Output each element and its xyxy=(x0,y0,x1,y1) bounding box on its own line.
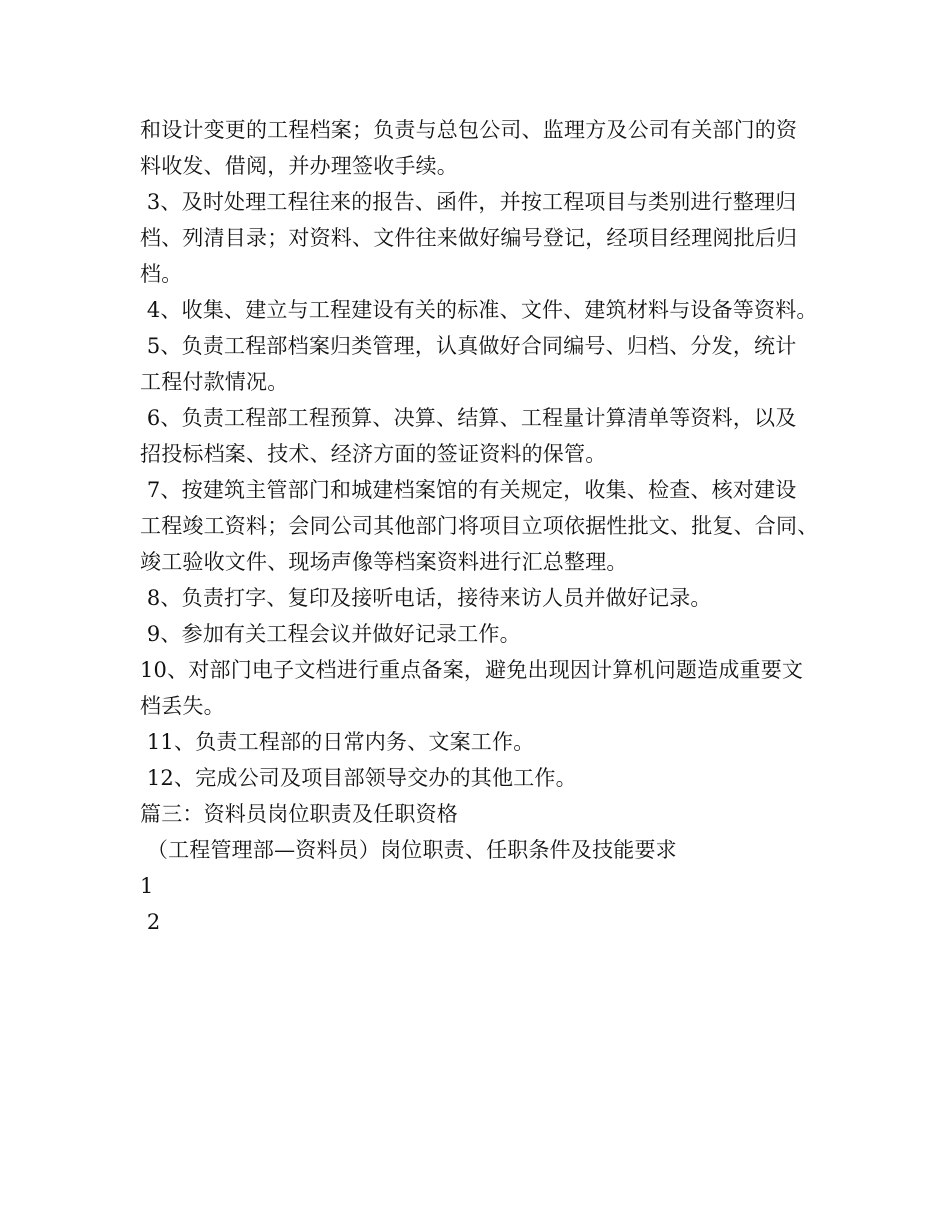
text-line: 1 xyxy=(140,874,154,898)
text-line: 档丢失。 xyxy=(140,694,225,718)
text-line: 档。 xyxy=(140,262,183,286)
text-line: 工程付款情况。 xyxy=(140,370,289,394)
text-line: 5、负责工程部档案归类管理，认真做好合同编号、归档、分发，统计 xyxy=(140,334,797,358)
text-line: 招投标档案、技术、经济方面的签证资料的保管。 xyxy=(140,442,607,466)
section-heading: 篇三：资料员岗位职责及任职资格 xyxy=(140,802,458,826)
text-line: 和设计变更的工程档案；负责与总包公司、监理方及公司有关部门的资 xyxy=(140,118,798,142)
document-body xyxy=(140,112,840,940)
text-line: 档、列清目录；对资料、文件往来做好编号登记，经项目经理阅批后归 xyxy=(140,226,798,250)
text-line: 11、负责工程部的日常内务、文案工作。 xyxy=(140,730,535,754)
text-line: 工程竣工资料；会同公司其他部门将项目立项依据性批文、批复、合同、 xyxy=(140,514,819,538)
text-line: 8、负责打字、复印及接听电话，接待来访人员并做好记录。 xyxy=(140,586,712,610)
text-line: 9、参加有关工程会议并做好记录工作。 xyxy=(140,622,521,646)
text-line: 3、及时处理工程往来的报告、函件，并按工程项目与类别进行整理归 xyxy=(140,190,797,214)
text-line: 料收发、借阅，并办理签收手续。 xyxy=(140,154,458,178)
text-line: 竣工验收文件、现场声像等档案资料进行汇总整理。 xyxy=(140,550,628,574)
text-line: 10、对部门电子文档进行重点备案，避免出现因计算机问题造成重要文 xyxy=(140,658,804,682)
text-line: 12、完成公司及项目部领导交办的其他工作。 xyxy=(140,766,577,790)
text-line: 6、负责工程部工程预算、决算、结算、工程量计算清单等资料，以及 xyxy=(140,406,797,430)
text-line: 7、按建筑主管部门和城建档案馆的有关规定，收集、检查、核对建设 xyxy=(140,478,797,502)
text-line: 2 xyxy=(140,910,161,934)
text-line: 4、收集、建立与工程建设有关的标准、文件、建筑材料与设备等资料。 xyxy=(140,298,818,322)
text-line: （工程管理部—资料员）岗位职责、任职条件及技能要求 xyxy=(140,838,677,862)
